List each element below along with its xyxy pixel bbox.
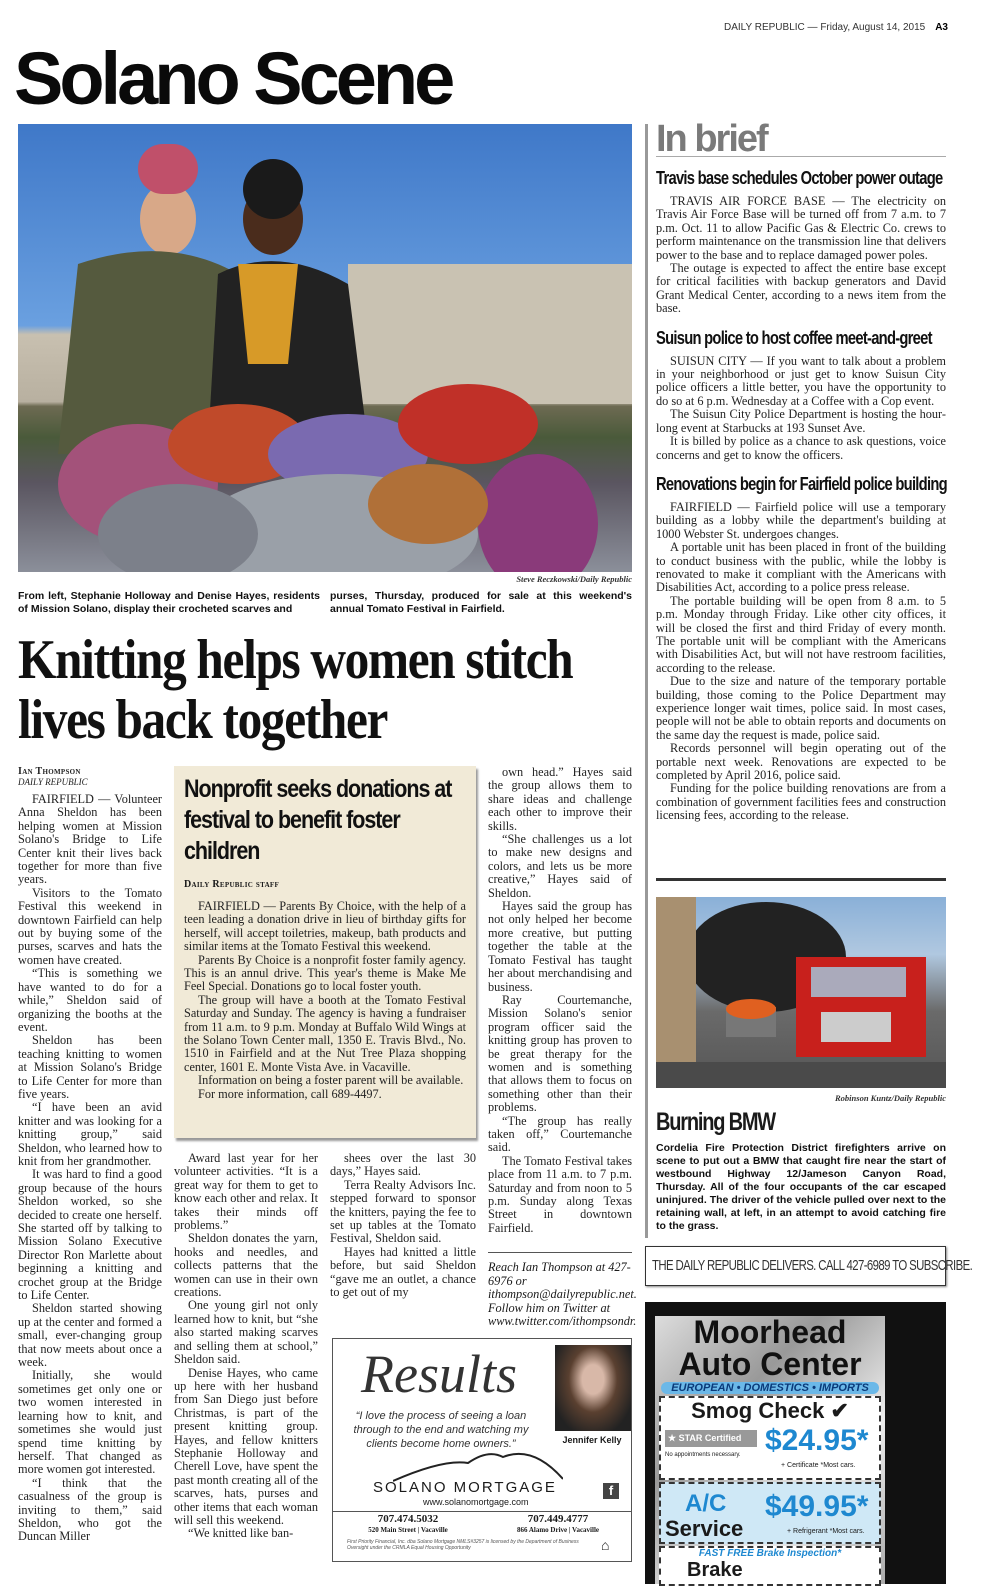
bmw-headline: Burning BMW xyxy=(656,1108,775,1136)
ad-fine-print: First Priority Financial, Inc. dba Solano Mortgage NMLS#3257 is licensed by the Department of Business Oversight under the CRMLA Equal Housing Opportunity xyxy=(347,1539,579,1551)
paragraph: Sheldon donates the yarn, hooks and needles, and collects patterns that the women can use in their own creations. xyxy=(174,1231,318,1300)
paragraph: “We knitted like ban- xyxy=(188,1526,294,1541)
story-column-3 xyxy=(330,1152,476,1332)
mountain-logo-icon xyxy=(393,1449,563,1483)
subscribe-banner[interactable] xyxy=(645,1246,973,1286)
paragraph: The Tomato Festival takes place from 11 a.m. to 7 p.m. Saturday and from noon to 5 p.m. Sunday along Texas Street in downtown Fairfield. xyxy=(488,1153,632,1235)
ac-price: $49.95* xyxy=(765,1490,869,1523)
brief-headline: Renovations begin for Fairfield police building xyxy=(656,473,947,494)
subscribe-text: THE DAILY REPUBLIC DELIVERS. CALL 427-6989 TO SUBSCRIBE. xyxy=(652,1257,973,1274)
paragraph: For more information, call 689-4497. xyxy=(198,1086,382,1101)
paragraph: FAIRFIELD — Parents By Choice, with the help of a teen leading a donation drive in lieu of birthday gifts for herself, will accept toiletries, makeup, bath products and similar items at the Tomato Festival this weekend. xyxy=(184,900,466,954)
ad-title: Results xyxy=(361,1344,517,1404)
folio: DAILY REPUBLIC — Friday, August 14, 2015 A3 xyxy=(723,22,948,33)
brief-item xyxy=(656,168,946,316)
story-column-1 xyxy=(18,766,162,1584)
brief-headline: Travis base schedules October power outage xyxy=(656,168,943,188)
section-title: Solano Scene xyxy=(14,37,452,120)
solano-mortgage-ad[interactable] xyxy=(332,1338,632,1562)
paragraph: FAIRFIELD — Volunteer Anna Sheldon has been helping women at Mission Solano's Bridge to Life Center knit their lives back together for more than five years. xyxy=(18,792,162,887)
agent-photo xyxy=(555,1345,631,1431)
paragraph: The group will have a booth at the Tomato Festival Saturday and Sunday. The agency is having a fundraiser from 11 a.m. to 9 p.m. Monday at Buffalo Wild Wings at the Solano Town Center mall, 1350 E. Travis Blvd., No. 1510 in Fairfield and at the Nut Tree Plaza shopping center, 1601 E. Monte Vista Ave. in Vacaville. xyxy=(184,992,466,1074)
paragraph: Initially, she would sometimes get only one or two women interested in learning how to knit, and sometimes she would just spend time knitting by herself. That changed as more women got interested. xyxy=(18,1368,162,1477)
facebook-icon[interactable]: f xyxy=(603,1483,619,1499)
paragraph: One young girl not only learned how to knit, but “she also started making scarves and selling them at school,” Sheldon said. xyxy=(174,1298,318,1367)
brake-promo: FAST FREE Brake Inspection* xyxy=(698,1548,842,1559)
paragraph: It is billed by police as a chance to ask questions, voice concerns and get to know the officers. xyxy=(656,434,946,462)
ac-label: A/C xyxy=(685,1490,727,1517)
sidebar-body xyxy=(184,900,466,1160)
paragraph: FAIRFIELD — Fairfield police will use a temporary building as a lobby while the department's building at 1000 Webster St. undergoes changes. xyxy=(656,500,946,541)
ac-note: + Refrigerant *Most cars. xyxy=(787,1528,865,1535)
brief-item xyxy=(656,474,946,823)
ad-phone-1[interactable]: 707.474.5032 xyxy=(377,1513,439,1525)
bmw-caption: Cordelia Fire Protection District firefighters arrive on scene to put out a BMW that caught fire near the start of westbound Highway 12/Jameson Canyon Road, Thursday. All of the four occupants of the car escaped uninjured. The driver of the vehicle pulled over next to the retaining wall, at left, in an attempt to avoid catching fire to the grass. xyxy=(656,1142,946,1232)
ad-name-1: Moorhead xyxy=(693,1314,847,1350)
paragraph: Parents By Choice is a nonprofit foster family agency. This is an annul drive. This year's theme is Make Me Feel Special. Donations go to local foster youth. xyxy=(184,952,466,994)
main-photo xyxy=(18,124,632,572)
ad-phone-2[interactable]: 707.449.4777 xyxy=(527,1513,589,1525)
paragraph: Award last year for her volunteer activities. “It is a great way for them to get to know each other and relax. It takes their minds off problems.” xyxy=(174,1152,318,1233)
brief-body xyxy=(656,355,946,462)
bmw-fire-photo xyxy=(656,897,946,1088)
story-column-4 xyxy=(488,766,632,1246)
paragraph: Terra Realty Advisors Inc. stepped forward to sponsor the knitters, paying the fee to set up tables at the Tomato Festival, Sheldon said. xyxy=(330,1177,476,1246)
paragraph: shees over the last 30 days,” Hayes said. xyxy=(330,1152,476,1179)
smog-price: $24.95* xyxy=(765,1424,869,1457)
ad-address-1: 520 Main Street | Vacaville xyxy=(368,1526,448,1534)
paragraph: “This is something we have wanted to do for a while,” Sheldon said of organizing the booths at the event. xyxy=(18,966,162,1034)
ad-brand: SOLANO MORTGAGE xyxy=(373,1479,557,1496)
brief-headline: Suisun police to host coffee meet-and-greet xyxy=(656,327,932,348)
service-label: Service xyxy=(665,1516,744,1541)
photo-caption-right: purses, Thursday, produced for sale at this weekend's annual Tomato Festival in Fairfield. xyxy=(330,590,632,615)
ad-quote: “I love the process of seeing a loan through to the end and watching my clients become home owners.” xyxy=(353,1410,529,1450)
byline-org: DAILY REPUBLIC xyxy=(18,777,88,787)
paragraph: “She challenges us a lot to make new designs and colors, and lets us be more creative,” Hayes said of Sheldon. xyxy=(488,832,632,900)
sidebar-story xyxy=(174,766,476,1138)
paragraph: The Suisun City Police Department is hosting the hour-long event at Starbucks at 193 Sunset Ave. xyxy=(656,407,946,435)
photo-credit: Steve Reczkowski/Daily Republic xyxy=(516,574,632,584)
in-brief-list xyxy=(656,168,946,835)
paragraph: “I have been an avid knitter and was looking for a knitting group,” said Sheldon, who learned how to knit from her grandmother. xyxy=(18,1100,162,1168)
ad-name-2: Auto Center xyxy=(678,1346,862,1382)
agent-name: Jennifer Kelly xyxy=(562,1435,622,1445)
in-brief-title: In brief xyxy=(656,118,767,160)
paragraph: Due to the size and nature of the temporary portable building, those coming to the Police Department may experience longer wait times, police said. In most cases, people will not be able to obtain reports and documents on the same day the request is made, police said. xyxy=(656,674,946,742)
no-appointments: No appointments necessary. xyxy=(665,1452,741,1458)
fire-truck-illustration xyxy=(656,897,946,1088)
brief-item xyxy=(656,328,946,462)
page-number: A3 xyxy=(935,22,948,33)
paragraph: Information on being a foster parent will be available. xyxy=(198,1073,464,1088)
paragraph: “I think that the casualness of the group is inviting to them,” said Sheldon, who got the Duncan Miller xyxy=(18,1475,162,1544)
star-certified-badge: ★ STAR Certified xyxy=(665,1430,757,1447)
brief-body xyxy=(656,195,946,316)
smog-check: Smog Check ✔ xyxy=(691,1398,849,1423)
ad-url[interactable]: www.solanomortgage.com xyxy=(423,1497,529,1507)
paragraph: Records personnel will begin operating out of the portable next week. Renovations are expected to be completed by April 2016, police said. xyxy=(656,741,946,783)
ad-tagline: EUROPEAN • DOMESTICS • IMPORTS xyxy=(661,1382,879,1394)
moorhead-auto-ad[interactable] xyxy=(645,1302,946,1584)
byline: Ian Thompson xyxy=(18,766,81,777)
photo-caption-left: From left, Stephanie Holloway and Denise Hayes, residents of Mission Solano, display their crocheted scarves and xyxy=(18,590,320,615)
paragraph: TRAVIS AIR FORCE BASE — The electricity on Travis Air Force Base will be turned off from 7 a.m. to 7 p.m. Oct. 11 to allow Pacific Gas & Electric Co. crews to perform maintenance on the transmission line that delivers power to the base and to replace damaged power poles. xyxy=(656,195,946,262)
paragraph: Hayes said the group has not only helped her become more creative, but putting together the table at the Tomato Festival has taught her about merchandising and business. xyxy=(488,899,632,994)
paragraph: Sheldon started showing up at the center and formed a small, ever-changing group that now meets about once a week. xyxy=(18,1301,162,1370)
paragraph: A portable unit has been placed in front of the building to conduct business with the public, while the lobby is renovated to make it compliant with the Americans with Disabilities Act, according to a police press release. xyxy=(656,540,946,595)
paragraph: Hayes had knitted a little before, but said Sheldon “gave me an outlet, a chance to get out of my xyxy=(330,1244,476,1300)
paragraph: Funding for the police building renovations are from a combination of government facilities fees and construction licensing fees, according to the release. xyxy=(656,781,946,823)
paragraph: Denise Hayes, who came up here with her husband from San Diego just before Christmas, is part of the present knitting group. Hayes, and fellow knitters Stephanie Holloway and Cherell Love, have spent the past month creating all of the scarves, hats, purses and other items that each woman will sell this weekend. xyxy=(174,1365,318,1527)
story-column-2 xyxy=(174,1152,318,1584)
paragraph: The portable building will be open from 8 a.m. to 5 p.m. Monday through Friday. Like other city offices, it will be closed the first and third Friday of every month. The portable unit will be compliant with the Americans with Disabilities Act, but will not have restroom facilities, according to the release. xyxy=(656,593,946,675)
ad-address-2: 866 Alamo Drive | Vacaville xyxy=(516,1526,600,1534)
equal-housing-icon: ⌂ xyxy=(601,1539,610,1554)
paragraph: own head.” Hayes said the group allows them to share ideas and challenge each other to improve their skills. xyxy=(488,766,632,833)
brake-label: Brake xyxy=(687,1559,743,1581)
paragraph: It was hard to find a good group because of the hours Sheldon worked, so she decided to create one herself. She started off by talking to Mission Solano Executive Director Ron Marlette about beginning a knitting and crochet group at the Bridge to Life Center. xyxy=(18,1167,162,1303)
paragraph: Sheldon has been teaching knitting to women at Mission Solano's Bridge to Life Center for more than five years. xyxy=(18,1033,162,1101)
paragraph: Ray Courtemanche, Mission Solano's senior program officer said the knitting group has proven to be great therapy for the women and is something that allows them to focus on something other than their problems. xyxy=(488,992,632,1115)
sidebar-headline: Nonprofit seeks donations at festival to benefit foster children xyxy=(184,775,452,865)
brief-body xyxy=(656,501,946,823)
paragraph: Visitors to the Tomato Festival this weekend in downtown Fairfield can help out by buying some of the purses, scarves and hats the women have created. xyxy=(18,885,162,967)
smog-note: + Certificate *Most cars. xyxy=(781,1462,856,1469)
author-contact: Reach Ian Thompson at 427-6976 or ithompson@dailyrepublic.net. Follow him on Twitter at www.twitter.com/ithompsondr. xyxy=(488,1252,632,1329)
bmw-photo-credit: Robinson Kuntz/Daily Republic xyxy=(835,1093,946,1103)
paragraph: The outage is expected to affect the entire base except for critical facilities with backup generators and David Grant Medical Center, according to a news item from the base. xyxy=(656,261,946,316)
sidebar-byline: Daily Republic staff xyxy=(184,879,280,890)
knitting-photo-illustration xyxy=(18,124,632,572)
paragraph: “The group has really taken off,” Courtemanche said. xyxy=(488,1113,632,1155)
story-headline: Knitting helps women stitch lives back together xyxy=(18,629,573,751)
paragraph: SUISUN CITY — If you want to talk about a problem in your neighborhood or just get to know Suisun City police officers a little better, you have the opportunity to do so at 6 p.m. Wednesday at a Coffee with a Cop event. xyxy=(656,354,946,408)
